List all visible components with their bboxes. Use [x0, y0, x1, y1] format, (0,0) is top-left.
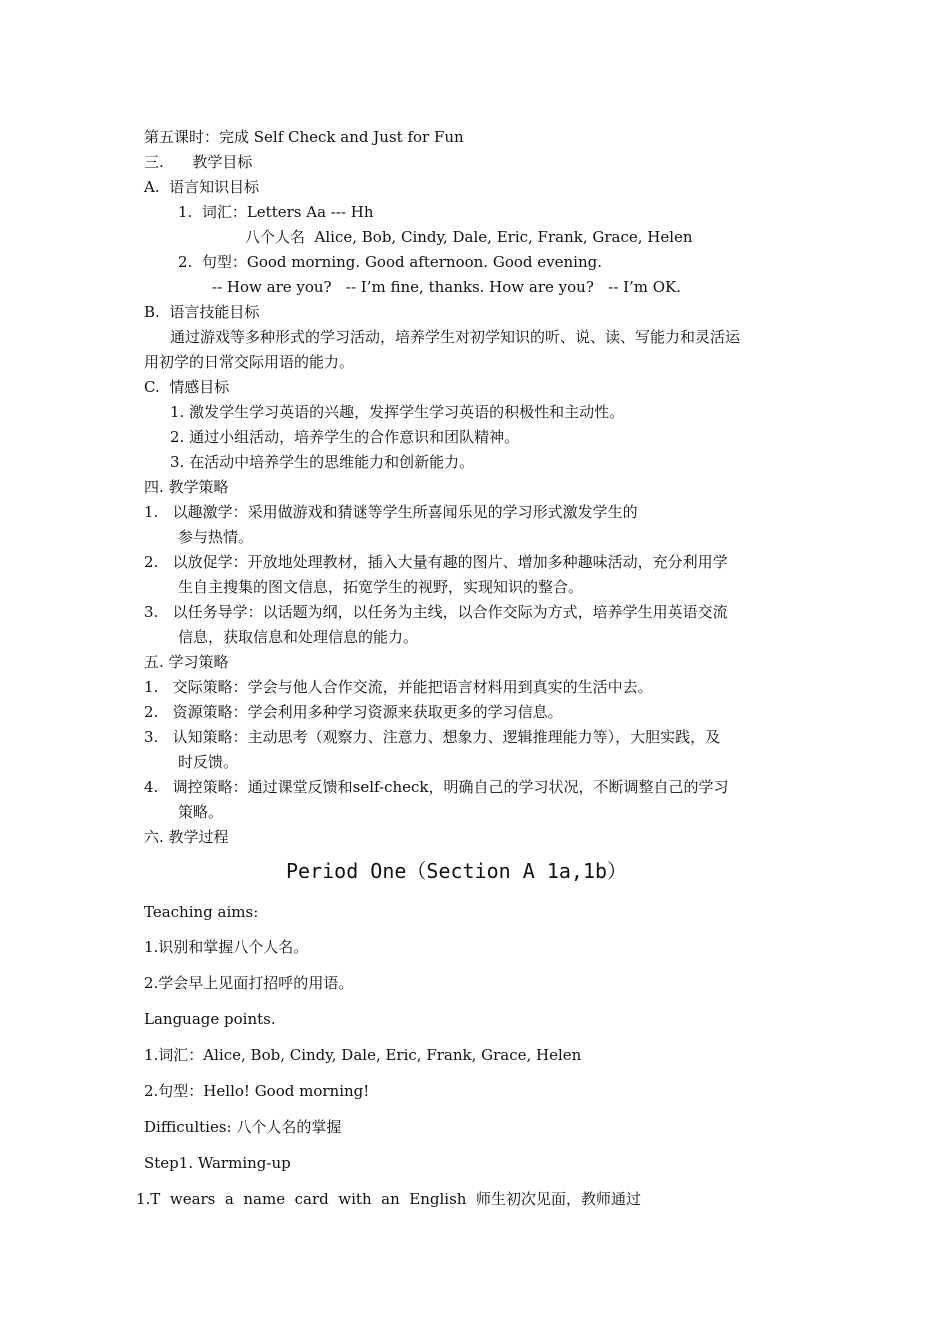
strategy-item-2-cont: 生自主搜集的图文信息，拓宽学生的视野，实现知识的整合。 [178, 578, 584, 596]
learning-item-3: 3. 认知策略：主动思考（观察力、注意力、想象力、逻辑推理能力等），大胆实践，及 [144, 728, 721, 746]
section-six-heading: 六. 教学过程 [144, 828, 229, 846]
teaching-aims-label: Teaching aims: [144, 903, 259, 921]
dialogue-line: -- How are you? -- I’m fine, thanks. How are you? -- I’m OK. [212, 278, 682, 296]
section-five-heading: 五. 学习策略 [144, 653, 229, 671]
step1-heading: Step1. Warming-up [144, 1154, 291, 1172]
learning-item-4: 4. 调控策略：通过课堂反馈和self-check，明确自己的学习状况，不断调整自己的学习 [144, 778, 729, 796]
aim-item-1: 1.识别和掌握八个人名。 [144, 938, 309, 956]
vocab-line: 1. 词汇：Letters Aa --- Hh [178, 203, 374, 221]
strategy-item-1-cont: 参与热情。 [178, 528, 254, 546]
lesson-five-heading: 第五课时：完成 Self Check and Just for Fun [144, 128, 464, 146]
emotion-item-1: 1. 激发学生学习英语的兴趣，发挥学生学习英语的积极性和主动性。 [170, 403, 625, 421]
difficulties-line: Difficulties: 八个人名的掌握 [144, 1118, 342, 1136]
strategy-item-2: 2. 以放促学：开放地处理教材，插入大量有趣的图片、增加多种趣味活动，充分利用学 [144, 553, 728, 571]
language-points-label: Language points. [144, 1010, 276, 1028]
strategy-item-3-cont: 信息，获取信息和处理信息的能力。 [178, 628, 419, 646]
section-four-heading: 四. 教学策略 [144, 478, 229, 496]
emotion-item-3: 3. 在活动中培养学生的思维能力和创新能力。 [170, 453, 475, 471]
learning-item-2: 2. 资源策略：学会利用多种学习资源来获取更多的学习信息。 [144, 703, 563, 721]
aim-item-2: 2.学会早上见面打招呼的用语。 [144, 974, 354, 992]
names-line: 八个人名 Alice, Bob, Cindy, Dale, Eric, Frank, Grace, Helen [245, 228, 693, 246]
period-title: Period One（Section A 1a,1b） [286, 859, 628, 883]
language-sentence: 2.句型：Hello! Good morning! [144, 1082, 370, 1100]
subsection-a-heading: A. 语言知识目标 [144, 178, 260, 196]
strategy-item-1: 1. 以趣激学：采用做游戏和猜谜等学生所喜闻乐见的学习形式激发学生的 [144, 503, 638, 521]
learning-item-4-cont: 策略。 [178, 803, 224, 821]
skills-paragraph-line-2: 用初学的日常交际用语的能力。 [144, 353, 355, 371]
emotion-item-2: 2. 通过小组活动，培养学生的合作意识和团队精神。 [170, 428, 520, 446]
section-three-heading: 三. 教学目标 [144, 153, 253, 171]
learning-item-1: 1. 交际策略：学会与他人合作交流，并能把语言材料用到真实的生活中去。 [144, 678, 653, 696]
strategy-item-3: 3. 以任务导学：以话题为纲，以任务为主线，以合作交际为方式，培养学生用英语交流 [144, 603, 728, 621]
sentence-line: 2. 句型：Good morning. Good afternoon. Good evening. [178, 253, 602, 271]
language-vocab: 1.词汇：Alice, Bob, Cindy, Dale, Eric, Frank, Grace, Helen [144, 1046, 582, 1064]
subsection-c-heading: C. 情感目标 [144, 378, 230, 396]
learning-item-3-cont: 时反馈。 [178, 753, 239, 771]
subsection-b-heading: B. 语言技能目标 [144, 303, 260, 321]
skills-paragraph-line-1: 通过游戏等多种形式的学习活动，培养学生对初学知识的听、说、读、写能力和灵活运 [170, 328, 741, 346]
step1-item-1: 1.T wears a name card with an English 师生初次见面，教师通过 [136, 1190, 641, 1208]
